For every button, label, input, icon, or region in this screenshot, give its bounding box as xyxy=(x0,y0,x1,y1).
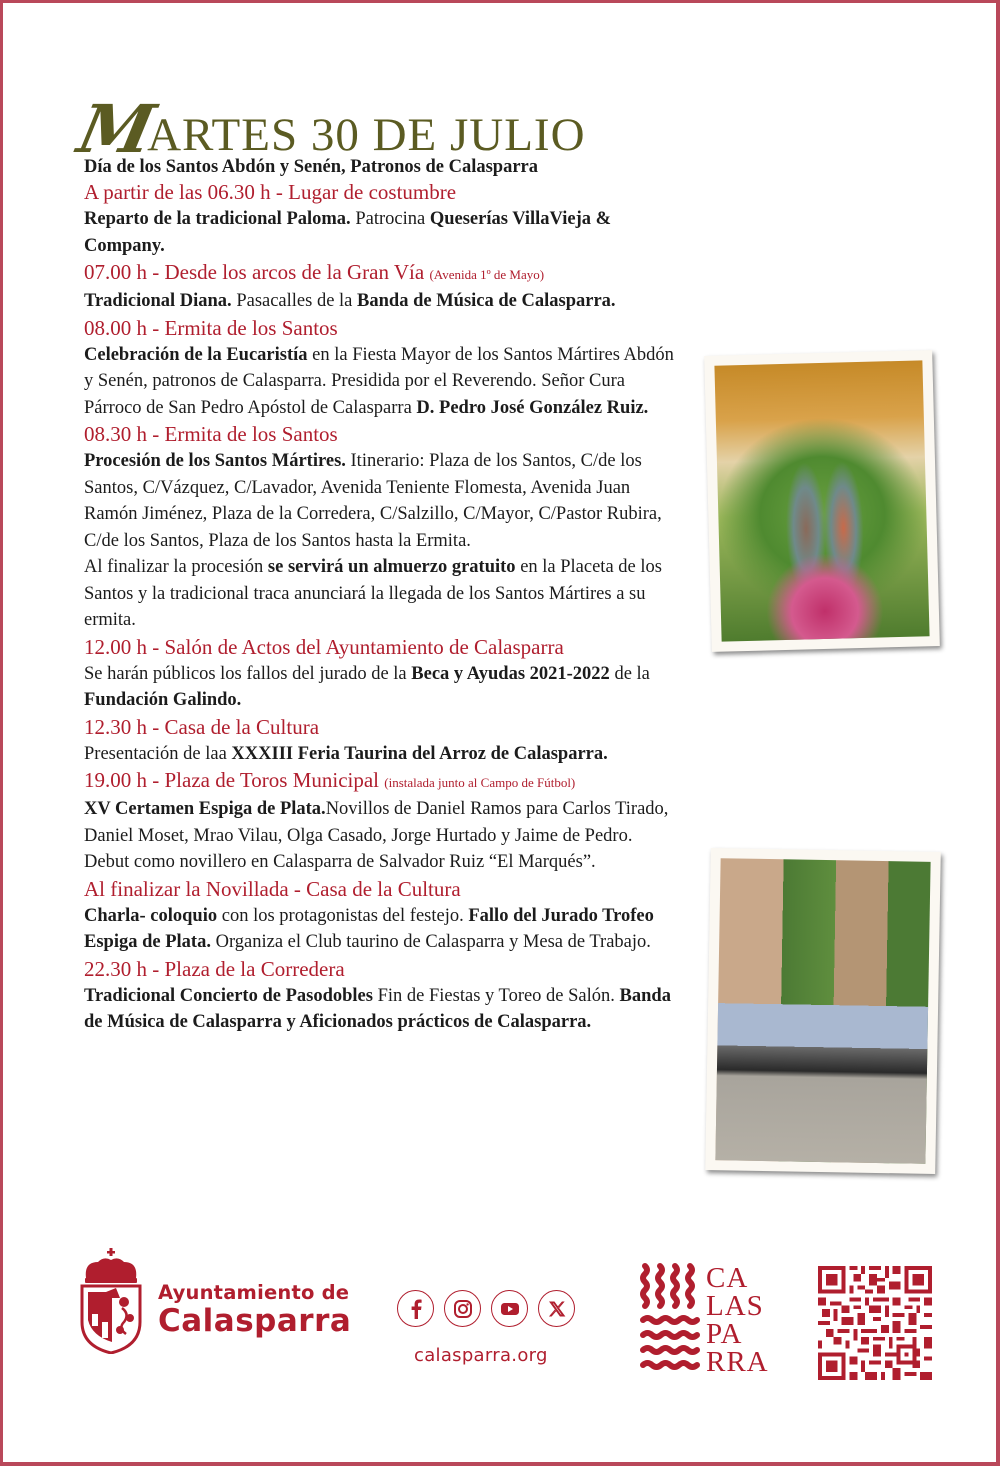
event-highlight: Celebración de la Eucaristía xyxy=(84,344,308,365)
event-text: con los protagonistas del festejo. xyxy=(217,905,469,926)
event-description xyxy=(84,796,674,876)
event-time-place xyxy=(84,876,674,903)
event-time-place xyxy=(84,315,674,342)
day-subtitle: Día de los Santos Abdón y Senén, Patronos de Calasparra xyxy=(84,157,539,177)
calasparra-brand-waves-icon xyxy=(640,1262,702,1372)
event-highlight: se servirá un almuerzo gratuito xyxy=(267,557,516,577)
event-item xyxy=(84,315,674,422)
brand-line: LAS xyxy=(706,1290,764,1322)
event-item xyxy=(84,259,674,315)
facebook-icon xyxy=(409,1299,423,1319)
event-highlight: Reparto de la tradicional Paloma. xyxy=(84,209,351,229)
organization-name xyxy=(158,1282,351,1338)
coat-of-arms-icon xyxy=(80,1248,142,1354)
event-item xyxy=(84,179,674,259)
event-highlight: D. Pedro José González Ruiz. xyxy=(416,397,649,418)
event-list xyxy=(84,179,674,1036)
event-time-place-text: 08.30 h - Ermita de los Santos xyxy=(84,422,338,446)
procession-image xyxy=(714,360,929,641)
event-text: de la xyxy=(609,663,650,684)
event-time-place-text: Al finalizar la Novillada - Casa de la Cultura xyxy=(84,876,461,901)
event-time-place-text: 07.00 h - Desde los arcos de la Gran Vía xyxy=(84,260,425,284)
calasparra-brand-logo xyxy=(706,1264,769,1376)
event-text: Fin de Fiestas y Toreo de Salón. xyxy=(372,985,620,1006)
event-time-place-text: 19.00 h - Plaza de Toros Municipal xyxy=(84,768,380,792)
website-link[interactable]: calasparra.org xyxy=(414,1345,548,1366)
event-item xyxy=(84,767,674,876)
org-name-line2: Calasparra xyxy=(158,1303,352,1339)
event-description xyxy=(84,206,674,259)
event-highlight: Banda de Música de Calasparra. xyxy=(357,291,616,311)
social-links xyxy=(397,1290,575,1327)
event-description xyxy=(84,448,674,634)
program-content xyxy=(84,155,674,1036)
event-location-note: (instalada junto al Campo de Fútbol) xyxy=(384,775,576,790)
event-text: Se harán públicos los fallos del jurado de la xyxy=(84,663,412,684)
event-time-place xyxy=(84,259,674,288)
facebook-link[interactable] xyxy=(397,1290,434,1327)
event-highlight: Banda de Música de Calasparra y Aficionados prácticos de Calasparra. xyxy=(84,985,671,1032)
event-location-note: (Avenida 1º de Mayo) xyxy=(429,267,545,282)
event-highlight: Tradicional Diana. xyxy=(84,291,232,311)
event-item xyxy=(84,714,674,768)
event-highlight: Queserías VillaVieja & Company. xyxy=(84,209,612,256)
event-highlight: Fundación Galindo. xyxy=(84,690,242,710)
santos-martires-procession-photo xyxy=(704,350,940,652)
event-time-place-text: 22.30 h - Plaza de la Corredera xyxy=(84,956,345,981)
youtube-icon xyxy=(500,1301,520,1317)
org-name-line1: Ayuntamiento de xyxy=(158,1281,350,1304)
x-link[interactable] xyxy=(538,1290,575,1327)
event-time-place xyxy=(84,421,674,448)
youtube-link[interactable] xyxy=(491,1290,528,1327)
event-text: Itinerario: Plaza de los Santos, C/de los Santos, C/Vázquez, C/Lavador, Avenida Teniente Flomesta, Avenida Juan Ramón Jiménez, Plaza de la Corredera, C/Salzillo, C/Mayor, C/Pastor Rubira, C/de los Santos, Plaza de los Santos hasta la Ermita. xyxy=(84,451,662,551)
event-time-place-text: 12.30 h - Casa de la Cultura xyxy=(84,714,320,739)
event-item xyxy=(84,876,674,956)
event-text: Presentación de laa xyxy=(84,743,232,764)
brand-line: CA xyxy=(706,1262,749,1294)
footer xyxy=(0,1240,1000,1400)
event-highlight: XV Certamen Espiga de Plata. xyxy=(84,799,326,819)
event-highlight: Charla- coloquio xyxy=(84,905,218,926)
event-description xyxy=(84,342,674,422)
event-time-place xyxy=(84,767,674,796)
event-text: Patrocina xyxy=(350,209,430,229)
event-text: Organiza el Club taurino de Calasparra y Mesa de Trabajo. xyxy=(210,932,651,952)
qr-code-icon[interactable] xyxy=(818,1266,932,1380)
event-highlight: XXXIII Feria Taurina del Arroz de Calasparra. xyxy=(231,743,608,764)
event-time-place xyxy=(84,634,674,661)
event-item xyxy=(84,421,674,634)
event-text: en la Placeta de los Santos y la tradicional traca anunciará la llegada de los Santos Mártires a su ermita. xyxy=(84,557,662,630)
event-highlight: Fallo del Jurado Trofeo Espiga de Plata. xyxy=(84,905,654,952)
event-highlight: Procesión de los Santos Mártires. xyxy=(84,451,346,471)
event-time-place xyxy=(84,714,674,741)
event-text: en la Fiesta Mayor de los Santos Mártires Abdón y Senén, patronos de Calasparra. Presidida por el Reverendo. Señor Cura Párroco de San Pedro Apóstol de Calasparra xyxy=(84,344,674,418)
event-time-place-text: A partir de las 06.30 h - Lugar de costumbre xyxy=(84,180,457,204)
event-text: Al finalizar la procesión xyxy=(84,557,268,577)
title-text: ARTES 30 DE JULIO xyxy=(147,109,586,161)
band-image xyxy=(715,858,930,1164)
event-description xyxy=(84,741,674,768)
event-highlight: Tradicional Concierto de Pasodobles xyxy=(84,985,373,1006)
event-highlight: Beca y Ayudas 2021-2022 xyxy=(411,663,610,684)
instagram-icon xyxy=(453,1299,473,1319)
brand-line: RRA xyxy=(706,1346,769,1378)
banda-de-musica-photo xyxy=(705,848,941,1174)
brand-line: PA xyxy=(706,1318,743,1350)
event-item xyxy=(84,956,674,1036)
event-time-place-text: 08.00 h - Ermita de los Santos xyxy=(84,315,338,340)
event-description xyxy=(84,903,674,956)
event-time-place-text: 12.00 h - Salón de Actos del Ayuntamiento de Calasparra xyxy=(84,634,564,659)
event-description xyxy=(84,983,674,1036)
event-time-place xyxy=(84,179,674,206)
title-initial: M xyxy=(71,90,158,168)
instagram-link[interactable] xyxy=(444,1290,481,1327)
event-description xyxy=(84,288,674,315)
event-time-place xyxy=(84,956,674,983)
x-icon xyxy=(548,1300,566,1318)
event-text: Novillos de Daniel Ramos para Carlos Tirado, Daniel Moset, Mrao Vilau, Olga Casado, Jorge Hurtado y Jaime de Pedro. Debut como novillero en Calasparra de Salvador Ruiz “El Marqués”. xyxy=(84,799,669,872)
event-description xyxy=(84,661,674,714)
event-text: Pasacalles de la xyxy=(231,291,358,311)
event-item xyxy=(84,634,674,714)
